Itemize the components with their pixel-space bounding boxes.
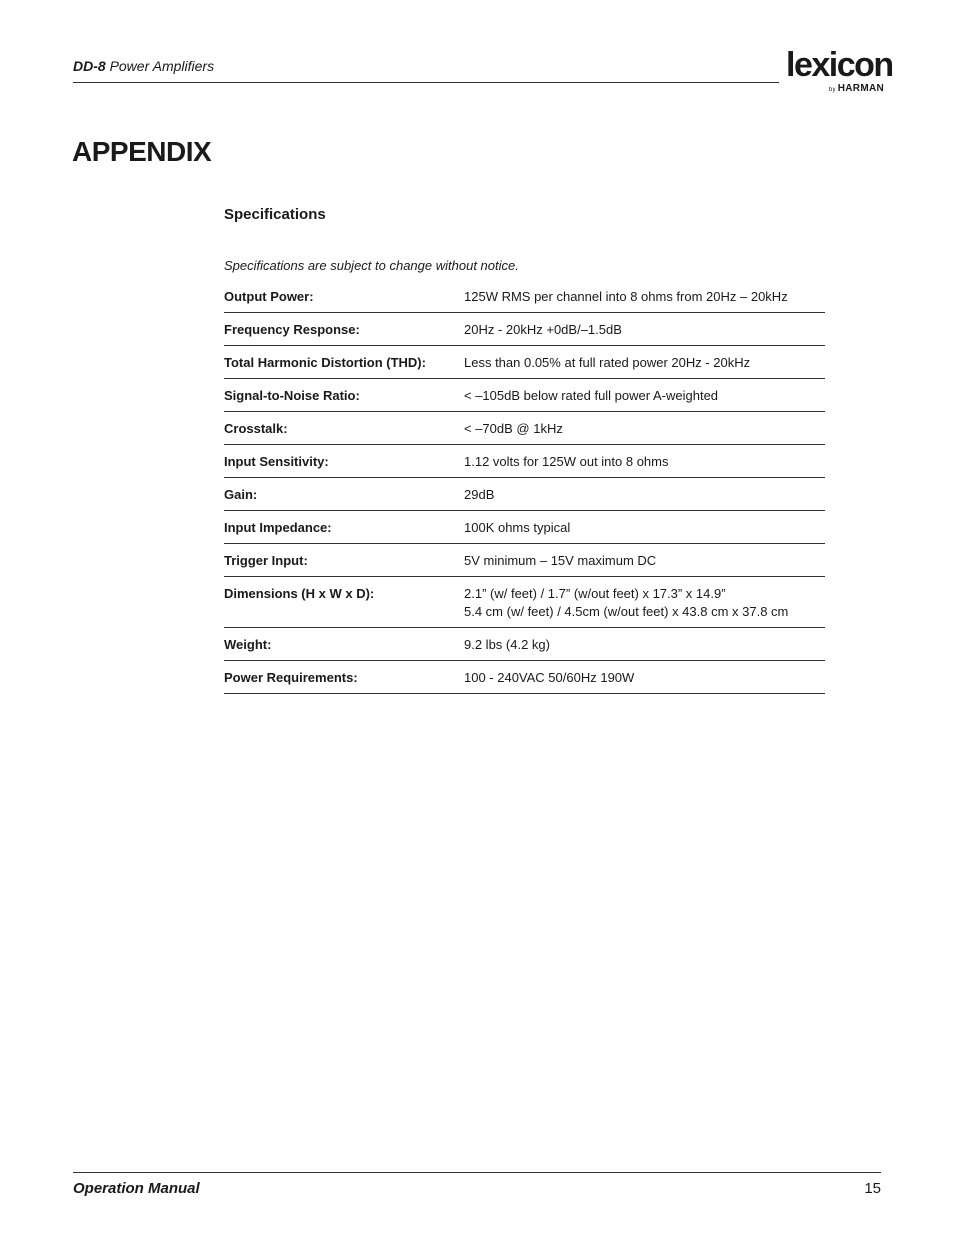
spec-label: Total Harmonic Distortion (THD):: [224, 355, 426, 370]
spec-value-line: 100 - 240VAC 50/60Hz 190W: [464, 670, 635, 685]
product-name: Power Amplifiers: [109, 58, 215, 74]
spec-label: Power Requirements:: [224, 670, 358, 685]
spec-value: [464, 288, 825, 306]
spec-row: [224, 280, 825, 313]
spec-value: [464, 354, 825, 372]
spec-row: [224, 628, 825, 661]
spec-row: [224, 544, 825, 577]
logo-wordmark: lexicon: [786, 46, 893, 84]
spec-value-line: 125W RMS per channel into 8 ohms from 20Hz – 20kHz: [464, 289, 788, 304]
spec-row: [224, 313, 825, 346]
spec-value-line: < –105dB below rated full power A-weighted: [464, 388, 719, 403]
spec-table: [224, 280, 825, 694]
spec-label: Dimensions (H x W x D):: [224, 586, 375, 601]
header-divider: [73, 82, 779, 83]
spec-row: [224, 478, 825, 511]
spec-value: [464, 519, 825, 537]
spec-value-line: < –70dB @ 1kHz: [464, 421, 563, 436]
spec-value: [464, 669, 825, 687]
spec-row: [224, 379, 825, 412]
spec-label: Crosstalk:: [224, 421, 288, 436]
spec-label: Input Impedance:: [224, 520, 332, 535]
spec-value: [464, 636, 825, 654]
spec-value: [464, 585, 825, 621]
spec-value-line: 9.2 lbs (4.2 kg): [464, 637, 550, 652]
page-title: APPENDIX: [72, 136, 212, 167]
spec-label: Gain:: [224, 487, 258, 502]
spec-row: [224, 661, 825, 694]
spec-row: [224, 511, 825, 544]
footer-manual-title: Operation Manual: [73, 1180, 200, 1197]
spec-label: Trigger Input:: [224, 553, 308, 568]
spec-value-line: Less than 0.05% at full rated power 20Hz - 20kHz: [464, 355, 751, 370]
spec-value-line: 5.4 cm (w/ feet) / 4.5cm (w/out feet) x 43.8 cm x 37.8 cm: [464, 604, 789, 619]
spec-row: [224, 346, 825, 379]
spec-value: [464, 486, 825, 504]
footer-divider: [73, 1172, 881, 1173]
section-title: Specifications: [224, 206, 326, 223]
spec-value: [464, 420, 825, 438]
disclaimer-note: Specifications are subject to change without notice.: [224, 258, 519, 273]
spec-row: [224, 577, 825, 628]
spec-label: Output Power:: [224, 289, 314, 304]
spec-value: [464, 453, 825, 471]
spec-value-line: 1.12 volts for 125W out into 8 ohms: [464, 454, 669, 469]
spec-label: Weight:: [224, 637, 272, 652]
running-header: [73, 58, 214, 74]
spec-value: [464, 321, 825, 339]
spec-value-line: 29dB: [464, 487, 495, 502]
spec-value-line: 5V minimum – 15V maximum DC: [464, 553, 657, 568]
spec-value: [464, 552, 825, 570]
logo-by: by: [828, 87, 836, 93]
spec-label: Frequency Response:: [224, 322, 360, 337]
spec-value-line: 2.1” (w/ feet) / 1.7” (w/out feet) x 17.3” x 14.9”: [464, 586, 726, 601]
spec-label: Signal-to-Noise Ratio:: [224, 388, 360, 403]
spec-label: Input Sensitivity:: [224, 454, 329, 469]
spec-value-line: 20Hz - 20kHz +0dB/–1.5dB: [464, 322, 622, 337]
page-number: 15: [864, 1180, 881, 1197]
logo-brand: HARMAN: [837, 83, 884, 94]
spec-value: [464, 387, 825, 405]
spec-row: [224, 445, 825, 478]
model-name: DD-8: [73, 58, 106, 74]
spec-value-line: 100K ohms typical: [464, 520, 571, 535]
lexicon-logo: [786, 46, 893, 96]
logo-byline: [786, 83, 884, 96]
spec-row: [224, 412, 825, 445]
